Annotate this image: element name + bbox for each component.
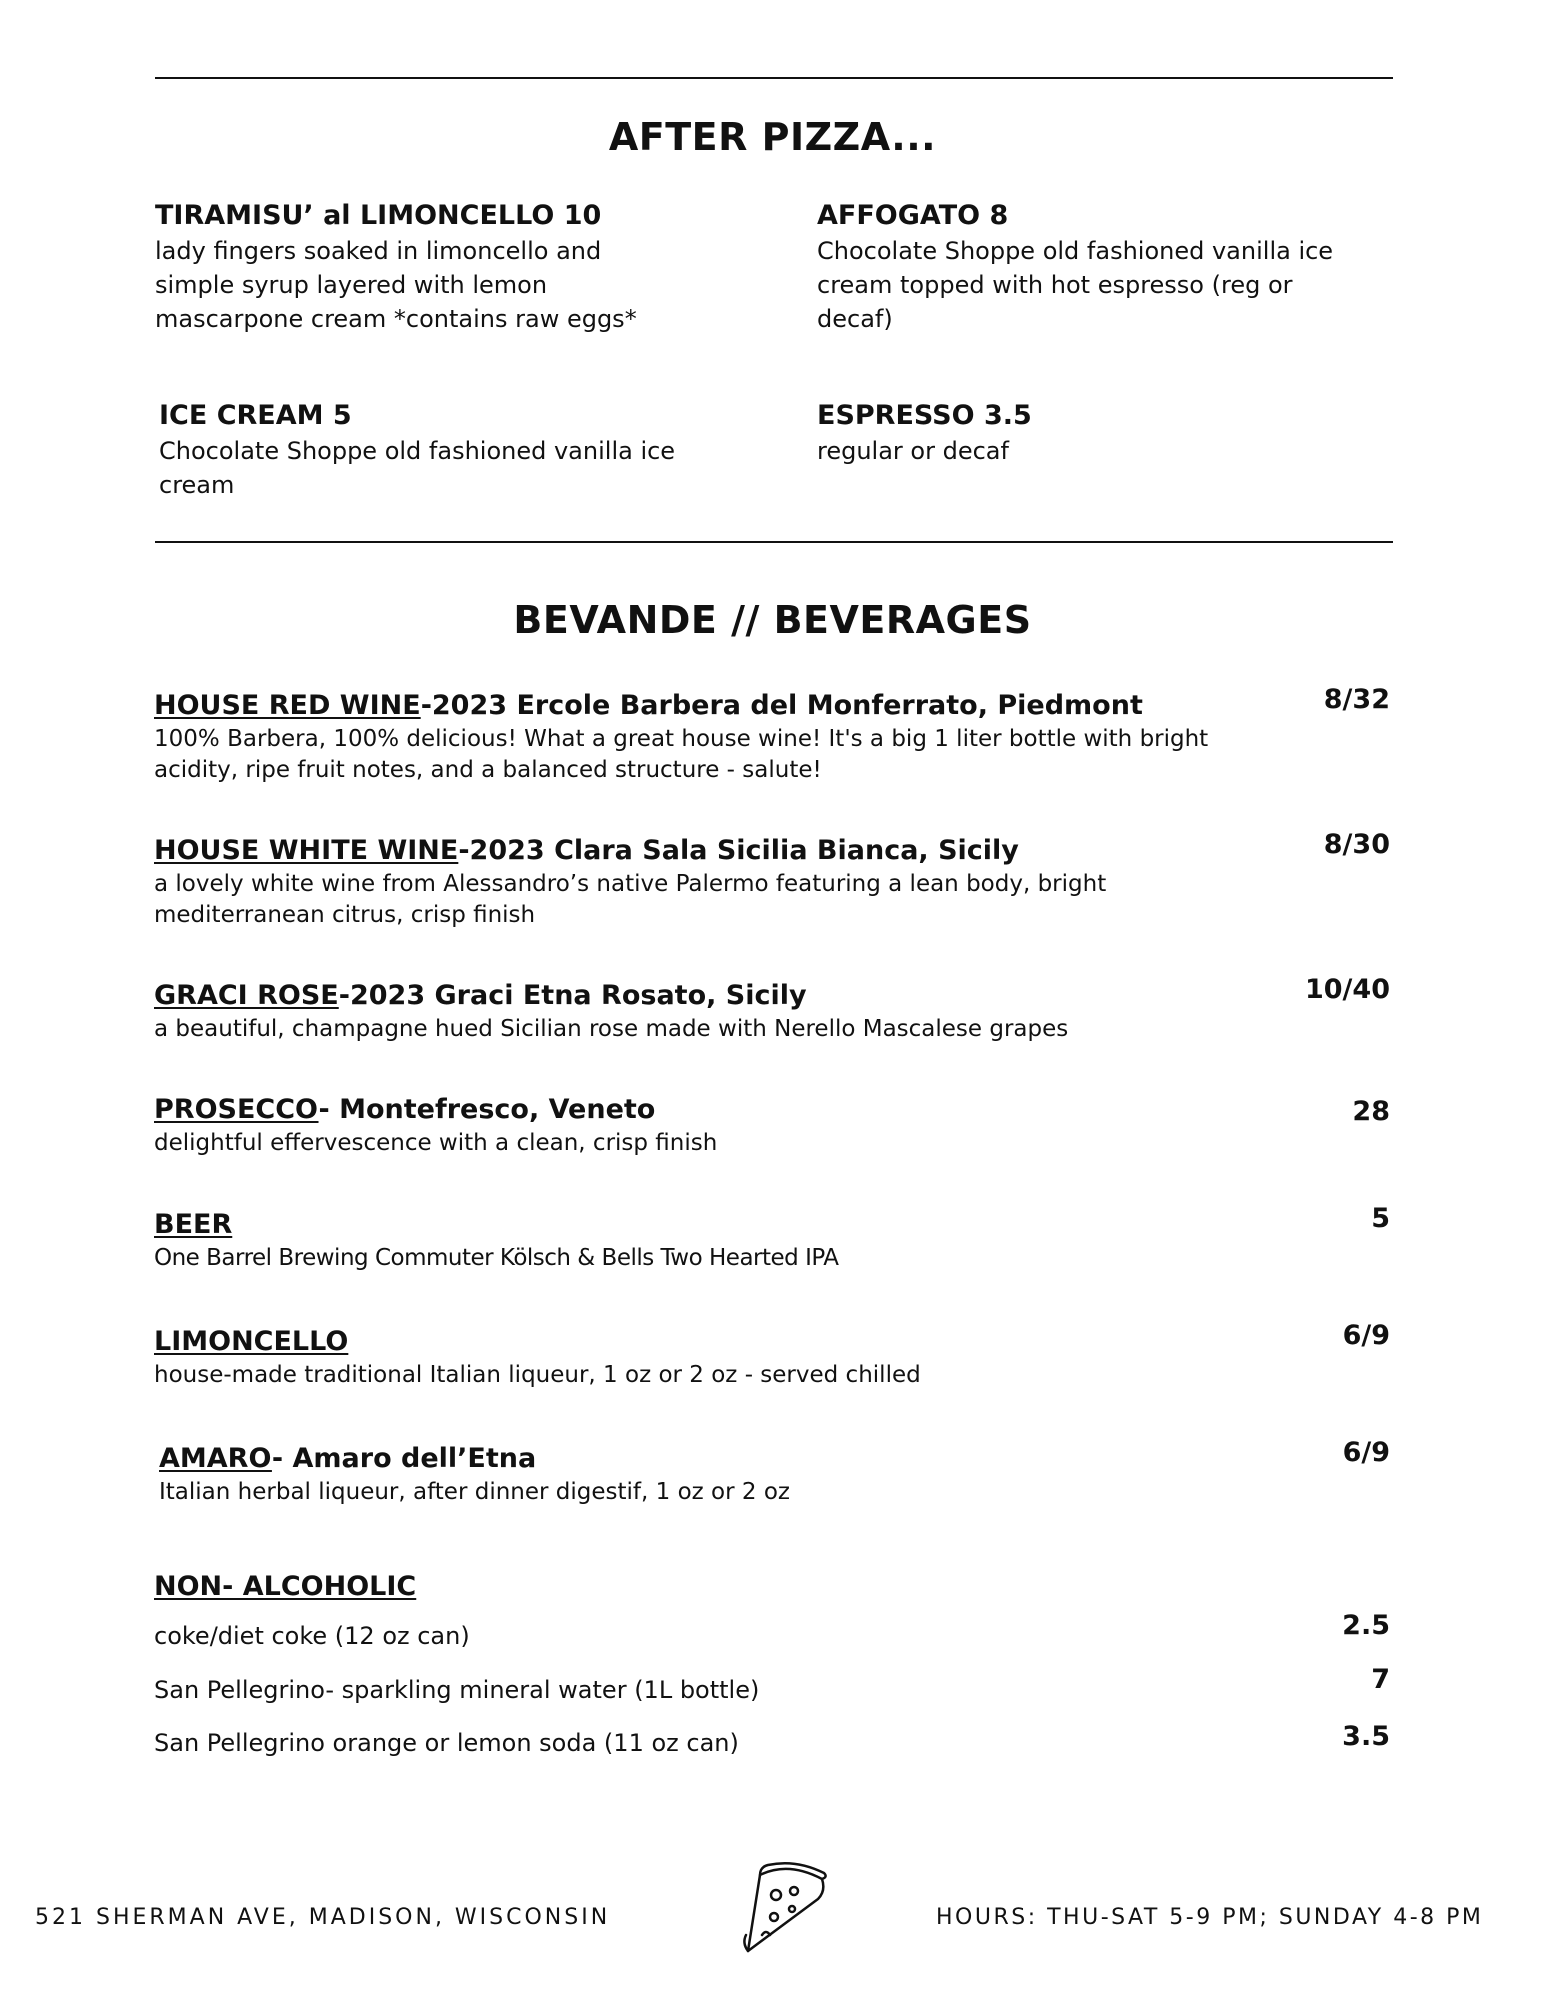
na-item-sparkling-water: [154, 1664, 1390, 1706]
non-alcoholic-heading: [154, 1569, 1390, 1605]
na-item-coke: [154, 1610, 1390, 1652]
beverage-label: HOUSE RED WINE: [154, 690, 421, 721]
na-item-price: 2.5: [1342, 1610, 1390, 1641]
dessert-desc-line: mascarpone cream *contains raw eggs*: [155, 305, 637, 333]
beverage-label: BEER: [154, 1209, 233, 1240]
beverage-limoncello: [154, 1320, 1390, 1391]
top-divider: [155, 77, 1393, 79]
beverage-name: [154, 690, 1143, 721]
beverage-name: [154, 1326, 348, 1357]
beverage-detail: - Amaro dell’Etna: [271, 1443, 537, 1474]
middle-divider: [155, 541, 1393, 543]
na-item-price: 7: [1371, 1664, 1390, 1695]
beverage-desc-line: 100% Barbera, 100% delicious! What a great house wine! It's a big 1 liter bottle with bright: [154, 726, 1209, 752]
beverage-price: 5: [1371, 1203, 1390, 1234]
beverage-label: HOUSE WHITE WINE: [154, 835, 459, 866]
beverage-desc-line: a beautiful, champagne hued Sicilian rose made with Nerello Mascalese grapes: [154, 1016, 1069, 1042]
beverage-desc-line: Italian herbal liqueur, after dinner digestif, 1 oz or 2 oz: [159, 1479, 790, 1505]
beverage-name: [154, 1209, 232, 1240]
na-item-name: San Pellegrino- sparkling mineral water (1L bottle): [154, 1676, 760, 1704]
beverage-detail: -2023 Ercole Barbera del Monferrato, Piedmont: [420, 690, 1143, 721]
beverage-price: 28: [1352, 1096, 1390, 1127]
pizza-slice-icon: [738, 1855, 832, 1957]
beverage-name: [154, 1094, 655, 1125]
beverage-label: LIMONCELLO: [154, 1326, 349, 1357]
beverage-label: PROSECCO: [154, 1094, 319, 1125]
beverage-price: 10/40: [1304, 974, 1390, 1005]
beverage-name: [154, 980, 807, 1011]
beverage-beer: [154, 1203, 1390, 1274]
dessert-desc-line: lady fingers soaked in limoncello and: [155, 237, 602, 265]
beverage-desc-line: acidity, ripe fruit notes, and a balanced structure - salute!: [154, 757, 822, 783]
dessert-affogato: [817, 198, 1397, 336]
dessert-name: ESPRESSO 3.5: [817, 400, 1032, 431]
beverage-house-white: [154, 829, 1390, 931]
beverage-name: [154, 835, 1019, 866]
beverage-price: 8/30: [1323, 829, 1390, 860]
after-pizza-title: AFTER PIZZA...: [608, 115, 937, 159]
dessert-espresso: [817, 398, 1377, 468]
beverage-desc-line: mediterranean citrus, crisp finish: [154, 902, 536, 928]
beverage-graci-rose: [154, 974, 1390, 1045]
beverage-desc-line: delightful effervescence with a clean, crisp finish: [154, 1130, 718, 1156]
dessert-desc-line: decaf): [817, 305, 893, 333]
beverage-price: 6/9: [1342, 1320, 1390, 1351]
beverage-desc-line: house-made traditional Italian liqueur, 1 oz or 2 oz - served chilled: [154, 1362, 921, 1388]
dessert-ice-cream: [159, 398, 739, 502]
beverage-desc-line: One Barrel Brewing Commuter Kölsch & Bells Two Hearted IPA: [154, 1245, 839, 1271]
beverage-detail: - Montefresco, Veneto: [318, 1094, 656, 1125]
beverage-house-red: [154, 684, 1390, 786]
dessert-desc-line: cream: [159, 471, 235, 499]
na-item-soda: [154, 1721, 1390, 1759]
dessert-name: ICE CREAM 5: [159, 400, 352, 431]
non-alcoholic-label: NON- ALCOHOLIC: [154, 1571, 417, 1602]
dessert-desc-line: simple syrup layered with lemon: [155, 271, 548, 299]
dessert-desc-line: cream topped with hot espresso (reg or: [817, 271, 1293, 299]
na-item-price: 3.5: [1342, 1721, 1390, 1752]
beverage-name: [159, 1443, 536, 1474]
beverage-desc-line: a lovely white wine from Alessandro’s native Palermo featuring a lean body, bright: [154, 871, 1107, 897]
dessert-name: AFFOGATO 8: [817, 200, 1009, 231]
beverage-label: AMARO: [159, 1443, 272, 1474]
dessert-desc-line: regular or decaf: [817, 437, 1009, 465]
dessert-desc-line: Chocolate Shoppe old fashioned vanilla ice: [159, 437, 676, 465]
dessert-tiramisu: [155, 198, 715, 336]
beverage-detail: -2023 Clara Sala Sicilia Bianca, Sicily: [458, 835, 1019, 866]
dessert-name: TIRAMISU’ al LIMONCELLO 10: [155, 200, 602, 231]
beverage-label: GRACI ROSE: [154, 980, 339, 1011]
beverages-title: BEVANDE // BEVERAGES: [513, 598, 1032, 642]
footer-hours: HOURS: THU-SAT 5-9 PM; SUNDAY 4-8 PM: [936, 1905, 1484, 1930]
na-item-name: San Pellegrino orange or lemon soda (11 oz can): [154, 1729, 739, 1757]
beverage-price: 6/9: [1342, 1437, 1390, 1468]
dessert-desc-line: Chocolate Shoppe old fashioned vanilla ice: [817, 237, 1334, 265]
beverage-amaro: [159, 1437, 1390, 1508]
beverage-detail: -2023 Graci Etna Rosato, Sicily: [338, 980, 807, 1011]
beverage-price: 8/32: [1323, 684, 1390, 715]
footer-address: 521 SHERMAN AVE, MADISON, WISCONSIN: [35, 1905, 611, 1930]
beverage-prosecco: [154, 1092, 1390, 1159]
na-item-name: coke/diet coke (12 oz can): [154, 1622, 470, 1650]
